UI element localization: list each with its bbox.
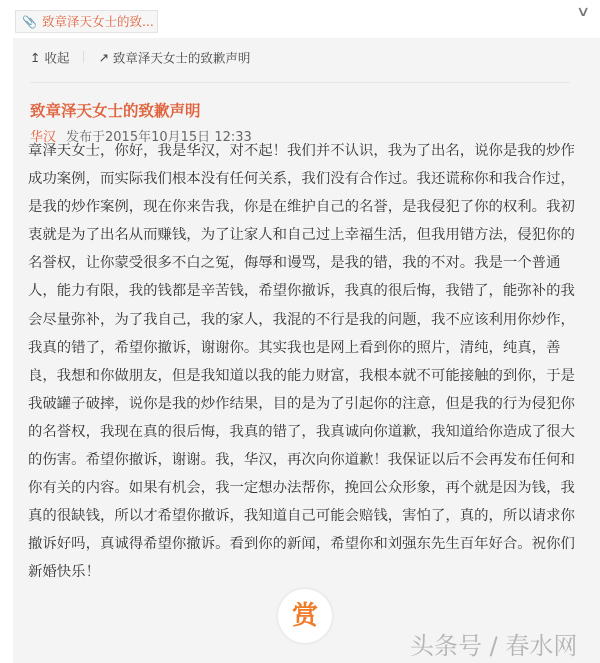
attachment-tag[interactable] — [15, 10, 158, 33]
article-paragraph-line: 的伤害。希望你撤诉，谢谢。我，华汉，再次向你道歉！我保证以后不会再发布任何和 — [28, 452, 575, 469]
article-paragraph-line: 衷就是为了出名从而赚钱，为了让家人和自己过上幸福生活，但我用错方法，侵犯你的 — [28, 227, 575, 244]
chevron-down-icon[interactable]: ∨ — [575, 4, 591, 20]
article-body — [28, 137, 575, 587]
article-paragraph-line: 我破罐子破摔，说你是我的炒作结果，目的是为了引起你的注意，但是我的行为侵犯你 — [28, 395, 575, 412]
open-link-button[interactable] — [98, 49, 250, 64]
article-paragraph-line: 人，能力有限，我的钱都是辛苦钱，希望你撤诉，我真的很后悔，我错了，能弥补的我 — [28, 283, 575, 300]
article-title: 致章泽天女士的致歉声明 — [30, 102, 201, 120]
article-paragraph-line: 新婚快乐！ — [28, 564, 100, 581]
publish-date: 发布于2015年10月15日 12:33 — [66, 130, 252, 145]
author-link[interactable]: 华汉 — [30, 130, 57, 145]
toolbar-divider — [83, 51, 84, 63]
attachment-tag-label: 致章泽天女士的致... — [41, 14, 154, 29]
article-paragraph-line: 是我的炒作案例，现在你来告我，你是在维护自己的名誉，是我侵犯了你的权利。我初 — [28, 199, 575, 216]
article-paragraph-line: 会尽量弥补，为了我自己，我的家人，我混的不行是我的问题，我不应该利用你炒作， — [28, 311, 575, 328]
external-link-icon: ↗ — [98, 49, 109, 65]
article-paragraph-line: 章泽天女士，你好，我是华汉，对不起！我们并不认识，我为了出名，说你是我的炒作 — [28, 143, 575, 159]
article-paragraph-line: 你有关的内容。如果有机会，我一定想办法帮你，挽回公众形象，再个就是因为钱，我 — [28, 480, 575, 497]
article-paragraph-line: 成功案例，而实际我们根本没有任何关系，我们没有合作过。我还谎称你和我合作过， — [28, 171, 575, 188]
article-paragraph-line: 名誉权，让你蒙受很多不白之冤，侮辱和谩骂，是我的错，我的不对。我是一个普通 — [28, 255, 561, 272]
collapse-up-icon: ↥ — [30, 49, 41, 65]
divider — [30, 82, 570, 83]
reward-button[interactable]: 赏 — [278, 589, 332, 643]
open-link-label: 致章泽天女士的致歉声明 — [112, 50, 251, 65]
collapse-label: 收起 — [44, 50, 70, 65]
article-paragraph-line: 的名誉权，我现在真的很后悔，我真的错了，我真诚向你道歉，我知道给你造成了很大 — [28, 423, 575, 440]
article-paragraph-line: 撤诉好吗，真诚得希望你撤诉。看到你的新闻，希望你和刘强东先生百年好合。祝你们 — [28, 536, 575, 553]
collapse-button[interactable] — [30, 49, 69, 64]
article-toolbar — [30, 48, 250, 66]
paperclip-icon: 📎 — [22, 15, 37, 29]
watermark: 头条号 / 春水网 — [410, 632, 578, 660]
article-panel — [13, 38, 600, 663]
article-paragraph-line: 良，我想和你做朋友，但是我知道以我的能力财富，我根本就不可能接触的到你，于是 — [28, 367, 575, 384]
article-paragraph-line: 我真的错了，希望你撤诉，谢谢你。其实我也是网上看到你的照片，清纯，纯真，善 — [28, 339, 561, 356]
article-paragraph-line: 真的很缺钱，所以才希望你撤诉，我知道自己可能会赔钱，害怕了，真的，所以请求你 — [28, 508, 575, 525]
